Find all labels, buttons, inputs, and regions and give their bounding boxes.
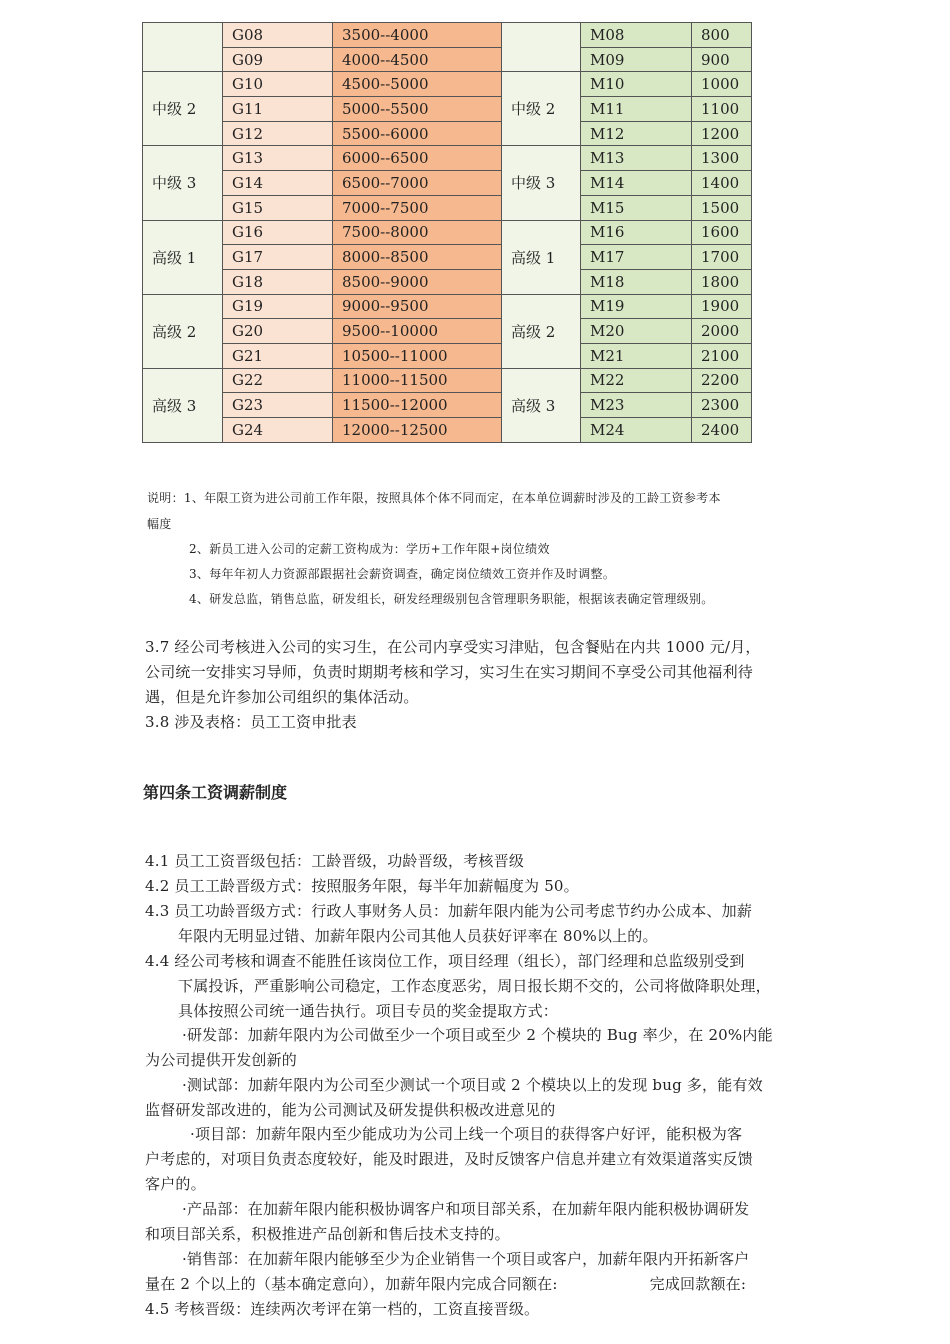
- salary-range-cell: 12000--12500: [333, 418, 502, 443]
- m-amount-cell: 1800: [692, 269, 752, 294]
- section-4-heading: 第四条工资调薪制度: [143, 783, 288, 802]
- para-4-2: 4.2 员工工龄晋级方式：按照服务年限，每半年加薪幅度为 50。: [145, 877, 579, 895]
- bonus-project-line-2: 户考虑的，对项目负责态度较好，能及时跟进，及时反馈客户信息并建立有效渠道落实反馈: [145, 1150, 754, 1168]
- g-grade-cell: G16: [223, 220, 333, 245]
- salary-range-cell: 9500--10000: [333, 319, 502, 344]
- m-level-cell: [502, 23, 581, 72]
- m-amount-cell: 1000: [692, 72, 752, 97]
- salary-range-cell: 6500--7000: [333, 171, 502, 196]
- g-grade-cell: G15: [223, 195, 333, 220]
- bonus-sales-line-1: ·销售部：在加薪年限内能够至少为企业销售一个项目或客户，加薪年限内开拓新客户: [182, 1250, 750, 1268]
- m-amount-cell: 1900: [692, 294, 752, 319]
- bonus-product-line-1: ·产品部：在加薪年限内能积极协调客户和项目部关系，在加薪年限内能积极协调研发: [182, 1200, 750, 1218]
- g-grade-cell: G10: [223, 72, 333, 97]
- grade-row: [143, 294, 752, 319]
- note-line-4: 4、研发总监，销售总监，研发组长，研发经理级别包含管理职务职能，根据该表确定管理级别。: [189, 592, 714, 606]
- salary-range-cell: 5500--6000: [333, 121, 502, 146]
- m-amount-cell: 2300: [692, 393, 752, 418]
- g-grade-cell: G17: [223, 245, 333, 270]
- para-3-7-line-3: 遇，但是允许参加公司组织的集体活动。: [145, 688, 419, 706]
- m-grade-cell: M23: [581, 393, 692, 418]
- bonus-dev-line-2: 为公司提供开发创新的: [145, 1051, 298, 1069]
- g-level-cell: 高级 3: [143, 368, 223, 442]
- para-4-4-line-1: 4.4 经公司考核和调查不能胜任该岗位工作，项目经理（组长），部门经理和总监级别受到: [145, 952, 745, 970]
- bonus-test-line-2: 监督研发部改进的，能为公司测试及研发提供积极改进意见的: [145, 1101, 556, 1119]
- g-grade-cell: G09: [223, 47, 333, 72]
- g-grade-cell: G20: [223, 319, 333, 344]
- m-level-cell: 中级 2: [502, 72, 581, 146]
- g-grade-cell: G19: [223, 294, 333, 319]
- g-grade-cell: G13: [223, 146, 333, 171]
- salary-range-cell: 8500--9000: [333, 269, 502, 294]
- m-level-cell: 中级 3: [502, 146, 581, 220]
- grade-row: [143, 195, 752, 220]
- bonus-product-line-2: 和项目部关系，积极推进产品创新和售后技术支持的。: [145, 1225, 510, 1243]
- bonus-project-line-3: 客户的。: [145, 1175, 206, 1193]
- g-grade-cell: G22: [223, 368, 333, 393]
- salary-range-cell: 10500--11000: [333, 343, 502, 368]
- para-4-3-line-2: 年限内无明显过错、加薪年限内公司其他人员获好评率在 80%以上的。: [178, 927, 658, 945]
- salary-grade-table: [142, 22, 752, 443]
- m-grade-cell: M22: [581, 368, 692, 393]
- note-line-2: 2、新员工进入公司的定薪工资构成为：学历+工作年限+岗位绩效: [189, 542, 550, 556]
- g-grade-cell: G11: [223, 97, 333, 122]
- para-3-7-line-2: 公司统一安排实习导师，负责时期期考核和学习，实习生在实习期间不享受公司其他福利待: [145, 663, 754, 681]
- note-line-1-cont: 幅度: [147, 517, 172, 531]
- m-level-cell: 高级 2: [502, 294, 581, 368]
- grade-row: [143, 23, 752, 48]
- grade-row: [143, 171, 752, 196]
- grade-row: [143, 368, 752, 393]
- m-grade-cell: M17: [581, 245, 692, 270]
- m-grade-cell: M24: [581, 418, 692, 443]
- g-grade-cell: G14: [223, 171, 333, 196]
- m-grade-cell: M15: [581, 195, 692, 220]
- salary-grade-table-body: [143, 23, 752, 443]
- salary-range-cell: 7500--8000: [333, 220, 502, 245]
- m-amount-cell: 1600: [692, 220, 752, 245]
- note-line-3: 3、每年年初人力资源部跟据社会薪资调查，确定岗位绩效工资并作及时调整。: [189, 567, 616, 581]
- bonus-project-line-1: ·项目部：加薪年限内至少能成功为公司上线一个项目的获得客户好评，能积极为客: [190, 1125, 743, 1143]
- para-4-1: 4.1 员工工资晋级包括：工龄晋级，功龄晋级，考核晋级: [145, 852, 525, 870]
- g-grade-cell: G24: [223, 418, 333, 443]
- m-grade-cell: M10: [581, 72, 692, 97]
- m-grade-cell: M18: [581, 269, 692, 294]
- g-level-cell: 高级 1: [143, 220, 223, 294]
- grade-row: [143, 97, 752, 122]
- para-3-8: 3.8 涉及表格：员工工资申批表: [145, 713, 357, 731]
- para-4-4-line-3: 具体按照公司统一通告执行。项目专员的奖金提取方式：: [178, 1002, 559, 1020]
- g-grade-cell: G23: [223, 393, 333, 418]
- bonus-dev-line-1: ·研发部：加薪年限内为公司做至少一个项目或至少 2 个模块的 Bug 率少，在 20%内能: [182, 1026, 773, 1044]
- para-4-3-line-1: 4.3 员工功龄晋级方式：行政人事财务人员：加薪年限内能为公司考虑节约办公成本、加薪: [145, 902, 753, 920]
- m-amount-cell: 900: [692, 47, 752, 72]
- g-level-cell: 中级 2: [143, 72, 223, 146]
- salary-range-cell: 6000--6500: [333, 146, 502, 171]
- g-level-cell: 中级 3: [143, 146, 223, 220]
- note-line-1: 说明：1、年限工资为进公司前工作年限，按照具体个体不同而定，在本单位调薪时涉及的工龄工资参考本: [147, 491, 721, 505]
- salary-range-cell: 11500--12000: [333, 393, 502, 418]
- grade-row: [143, 121, 752, 146]
- g-grade-cell: G18: [223, 269, 333, 294]
- para-4-5: 4.5 考核晋级：连续两次考评在第一档的，工资直接晋级。: [145, 1300, 540, 1318]
- m-amount-cell: 2400: [692, 418, 752, 443]
- m-grade-cell: M12: [581, 121, 692, 146]
- m-grade-cell: M16: [581, 220, 692, 245]
- grade-row: [143, 418, 752, 443]
- g-grade-cell: G12: [223, 121, 333, 146]
- g-grade-cell: G21: [223, 343, 333, 368]
- salary-range-cell: 9000--9500: [333, 294, 502, 319]
- m-grade-cell: M11: [581, 97, 692, 122]
- grade-row: [143, 343, 752, 368]
- grade-row: [143, 220, 752, 245]
- grade-row: [143, 146, 752, 171]
- sales-contract-label: 量在 2 个以上的（基本确定意向），加薪年限内完成合同额在:: [145, 1275, 558, 1293]
- m-grade-cell: M09: [581, 47, 692, 72]
- m-level-cell: 高级 3: [502, 368, 581, 442]
- m-level-cell: 高级 1: [502, 220, 581, 294]
- m-amount-cell: 1300: [692, 146, 752, 171]
- salary-range-cell: 3500--4000: [333, 23, 502, 48]
- m-amount-cell: 1500: [692, 195, 752, 220]
- bonus-test-line-1: ·测试部：加薪年限内为公司至少测试一个项目或 2 个模块以上的发现 bug 多，能有效: [182, 1076, 763, 1094]
- m-grade-cell: M21: [581, 343, 692, 368]
- salary-range-cell: 5000--5500: [333, 97, 502, 122]
- grade-row: [143, 245, 752, 270]
- bonus-sales-line-2: [145, 1272, 746, 1297]
- m-grade-cell: M20: [581, 319, 692, 344]
- para-3-7-line-1: 3.7 经公司考核进入公司的实习生，在公司内享受实习津贴，包含餐贴在内共 1000 元/月，: [145, 638, 761, 656]
- m-amount-cell: 2200: [692, 368, 752, 393]
- m-amount-cell: 2000: [692, 319, 752, 344]
- grade-row: [143, 47, 752, 72]
- m-grade-cell: M13: [581, 146, 692, 171]
- m-grade-cell: M14: [581, 171, 692, 196]
- salary-range-cell: 7000--7500: [333, 195, 502, 220]
- salary-range-cell: 4500--5000: [333, 72, 502, 97]
- m-grade-cell: M19: [581, 294, 692, 319]
- grade-row: [143, 269, 752, 294]
- g-grade-cell: G08: [223, 23, 333, 48]
- sales-payment-label: 完成回款额在:: [649, 1275, 747, 1293]
- m-amount-cell: 1100: [692, 97, 752, 122]
- grade-row: [143, 72, 752, 97]
- salary-range-cell: 8000--8500: [333, 245, 502, 270]
- salary-range-cell: 11000--11500: [333, 368, 502, 393]
- para-4-4-line-2: 下属投诉，严重影响公司稳定，工作态度恶劣，周日报长期不交的，公司将做降职处理，: [178, 977, 771, 995]
- grade-row: [143, 393, 752, 418]
- m-amount-cell: 2100: [692, 343, 752, 368]
- g-level-cell: [143, 23, 223, 72]
- m-amount-cell: 800: [692, 23, 752, 48]
- grade-row: [143, 319, 752, 344]
- m-amount-cell: 1700: [692, 245, 752, 270]
- m-amount-cell: 1400: [692, 171, 752, 196]
- g-level-cell: 高级 2: [143, 294, 223, 368]
- salary-range-cell: 4000--4500: [333, 47, 502, 72]
- m-amount-cell: 1200: [692, 121, 752, 146]
- m-grade-cell: M08: [581, 23, 692, 48]
